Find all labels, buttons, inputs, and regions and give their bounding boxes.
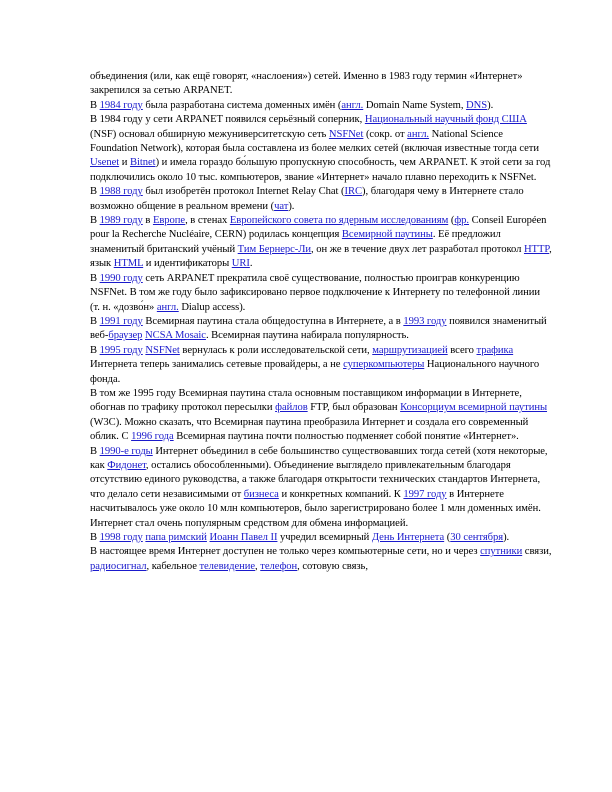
paragraph-text: сеть ARPANET прекратила своё существование, полностью проиграв конкуренцию NSFNet. В том же году было зафиксировано первое подключение к Интернету по телефонной линии (т. н. «дозво́н» (90, 272, 541, 313)
paragraph (90, 113, 552, 185)
paragraph-text: в (142, 215, 153, 227)
wiki-link[interactable]: IRC (344, 186, 363, 198)
wiki-link[interactable]: 1997 году (403, 488, 447, 500)
paragraph-text: и конкретных компаний. К (278, 488, 404, 500)
wiki-link[interactable]: Usenet (90, 157, 120, 169)
paragraph-text: ( (448, 215, 455, 227)
paragraph-text: , сотовую связь, (297, 560, 368, 572)
paragraph-text: вернулась к роли исследовательской сети, (179, 344, 373, 356)
paragraph (90, 70, 552, 99)
paragraph-text: , остались обособленными). Объединение выглядело привлекательным благодаря отсутствию единого руководства, а также благодаря открытости технических стандартов Интернета, что делало сети независимыми от (90, 459, 541, 500)
wiki-link[interactable]: спутники (480, 546, 523, 558)
paragraph-text: Dialup access). (178, 301, 246, 313)
paragraph-text: В (90, 532, 100, 543)
wiki-link[interactable]: Национальный научный фонд США (364, 114, 527, 126)
wiki-link[interactable]: 1989 году (99, 215, 143, 227)
wiki-link[interactable]: чат (274, 200, 289, 212)
paragraph-text: . (249, 258, 253, 270)
paragraph-text: FTP, был образован (307, 402, 401, 414)
wiki-link[interactable]: англ. (407, 128, 430, 140)
paragraph-text: В (90, 445, 100, 457)
paragraph (90, 531, 552, 545)
wiki-link[interactable]: телевидение (199, 560, 256, 572)
wiki-link[interactable]: файлов (275, 402, 308, 414)
paragraph-text: В (90, 186, 100, 198)
paragraph (90, 185, 552, 214)
paragraph-text: ). (487, 99, 494, 111)
paragraph-text: был изобретён протокол Internet Relay Chat ( (142, 186, 345, 198)
paragraph-text: В (90, 99, 100, 111)
wiki-link[interactable]: телефон (260, 560, 298, 572)
paragraph-text: в Интернете насчитывалось уже около 10 млн компьютеров, было зарегистрировано более 1 млн доменных имён. Интернет стал очень популярным средством для обмена информацией. (90, 488, 541, 529)
wiki-link[interactable]: NSFNet (328, 128, 364, 140)
paragraph (90, 387, 552, 445)
wiki-link[interactable]: 1995 году (99, 344, 143, 356)
paragraph-text: Национального научного фонда. (90, 359, 540, 385)
paragraph-text: В (90, 215, 100, 227)
wiki-link[interactable]: 1998 году (99, 532, 143, 543)
paragraph-text: учредил всемирный (277, 532, 372, 543)
wiki-link[interactable]: 1996 года (131, 431, 174, 443)
paragraph-text: . Её предложил знаменитый британский учёный (90, 229, 501, 255)
wiki-link[interactable]: трафика (476, 344, 514, 356)
paragraph-text: , он же в течение двух лет разработал протокол (311, 243, 524, 255)
paragraph-text: связи, (522, 546, 552, 558)
wiki-link[interactable]: Bitnet (129, 157, 156, 169)
wiki-link[interactable]: День Интернета (371, 532, 445, 543)
paragraph-text: (сокр. от (363, 128, 408, 140)
paragraph-text: (W3C). Можно сказать, что Всемирная паутина преобразила Интернет и создала его современный облик. С (90, 416, 529, 443)
paragraph-text: ) и имела гораздо бо́льшую пропускную способность, чем ARPANET. К этой сети за год подключились около 10 тыс. компьютеров, звание «Интернет» начало плавно переходить к NSFNet. (90, 157, 551, 183)
wiki-link[interactable]: 1990-е годы (99, 445, 153, 457)
wiki-link[interactable]: NCSA Mosaic (144, 330, 206, 342)
paragraph-text: и идентификаторы (143, 258, 232, 270)
wiki-link[interactable]: 1984 году (99, 99, 143, 111)
wiki-link[interactable]: папа римский (145, 532, 207, 543)
wiki-link[interactable]: Консорциум всемирной паутины (400, 402, 548, 414)
paragraph-text: , в стенах (185, 215, 230, 227)
paragraph-text: появился знаменитый веб- (90, 315, 547, 342)
wiki-link[interactable]: DNS (466, 99, 488, 111)
wiki-link[interactable]: радиосигнал (90, 560, 147, 572)
wiki-link[interactable]: HTML (113, 258, 144, 270)
paragraph (90, 545, 552, 574)
paragraph-text: Интернета теперь занимались сетевые провайдеры, а не (90, 359, 344, 371)
paragraph-text: В (90, 272, 100, 284)
paragraph (90, 445, 552, 531)
wiki-link[interactable]: 30 сентября (450, 532, 504, 543)
paragraph-text: Domain Name System, (363, 99, 467, 111)
paragraph-text: ). (288, 200, 295, 212)
wiki-link[interactable]: URI (231, 258, 250, 270)
paragraph-text: , (255, 560, 261, 572)
wiki-link[interactable]: фр. (454, 215, 469, 227)
paragraph-text: В (90, 315, 100, 327)
paragraph-text: Всемирная паутина почти полностью подменяет собой понятие «Интернет». (173, 431, 519, 443)
wiki-link[interactable]: браузер (108, 330, 143, 342)
paragraph (90, 214, 552, 272)
wiki-link[interactable]: англ. (341, 99, 364, 111)
wiki-link[interactable]: 1990 году (99, 272, 143, 284)
wiki-link[interactable]: HTTP (523, 243, 550, 255)
paragraph (90, 99, 552, 113)
wiki-link[interactable]: 1993 году (403, 315, 447, 327)
wiki-link[interactable]: Европейского совета по ядерным исследованиям (229, 215, 449, 227)
paragraph-text: , кабельное (146, 560, 200, 572)
paragraph-text: . Всемирная паутина набирала популярность. (205, 330, 409, 342)
paragraph-text: National Science Foundation Network), которая была составлена из более мелких сетей (включая известные тогда сети (90, 128, 539, 155)
paragraph-text: всего (447, 344, 477, 356)
wiki-link[interactable]: бизнеса (243, 488, 279, 500)
wiki-link[interactable]: 1988 году (99, 186, 143, 198)
paragraph-text: В том же 1995 году Всемирная паутина стала основным поставщиком информации в Интернете, обогнав по трафику протокол пересылки (90, 387, 522, 414)
paragraph (90, 272, 552, 315)
paragraph-text: В (90, 344, 100, 356)
paragraph-text: Всемирная паутина стала общедоступна в Интернете, а в (142, 315, 404, 327)
paragraph-text: ). (503, 532, 510, 543)
paragraph (90, 315, 552, 344)
wiki-link[interactable]: Тим Бернерс-Ли (237, 243, 312, 255)
paragraph-text: В настоящее время Интернет доступен не только через компьютерные сети, но и через (90, 546, 481, 558)
paragraph-text: В 1984 году у сети ARPANET появился серьёзный соперник, (90, 114, 365, 126)
paragraph-text: (NSF) основал обширную межуниверситетскую сеть (90, 128, 329, 140)
paragraph-text: была разработана система доменных имён ( (142, 99, 342, 111)
paragraph (90, 344, 552, 387)
paragraph-text: ), благодаря чему в Интернете стало возможно общение в реальном времени ( (90, 186, 524, 212)
paragraph-text: Conseil Européen pour la Recherche Nucléaire, CERN) родилась концепция (90, 215, 547, 241)
paragraph-text: ( (444, 532, 451, 543)
wiki-link[interactable]: маршрутизацией (372, 344, 448, 356)
wiki-link[interactable]: NSFNet (145, 344, 180, 356)
wiki-link[interactable]: англ. (156, 301, 179, 313)
paragraph-text: Интернет объединил в себе большинство существовавших тогда сетей (хотя некоторые, как (90, 445, 548, 471)
wiki-link[interactable]: Иоанн Павел II (209, 532, 278, 543)
wiki-link[interactable]: 1991 году (99, 315, 143, 327)
wiki-link[interactable]: Всемирной паутины (341, 229, 433, 241)
wiki-link[interactable]: Европе (152, 215, 186, 227)
wiki-link[interactable]: суперкомпьютеры (343, 359, 425, 371)
paragraph-text: объединения (или, как ещё говорят, «наслоения») сетей. Именно в 1983 году термин «Интернет» закрепился за сетью ARPANET. (90, 71, 523, 97)
paragraph-text: и (119, 157, 130, 169)
paragraph-text: , язык (90, 243, 552, 270)
wiki-link[interactable]: Фидонет (107, 459, 146, 471)
